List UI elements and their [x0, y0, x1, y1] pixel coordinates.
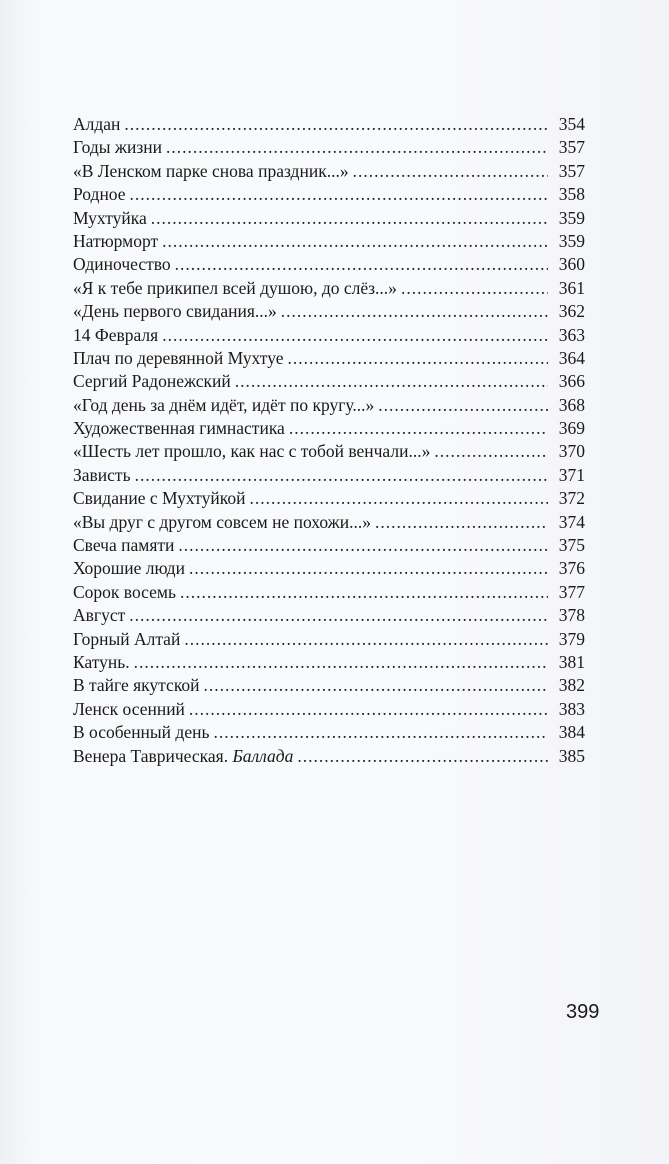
toc-entry-title-text: Свидание с Мухтуйкой — [73, 488, 246, 509]
toc-entry-title-text: Мухтуйка — [73, 207, 147, 228]
toc-entry-title-text: «День первого свидания...» — [73, 301, 277, 322]
toc-entry-title — [73, 487, 245, 510]
toc-entry-title — [73, 534, 174, 557]
toc-leader-dots — [129, 604, 548, 627]
toc-entry-page: 357 — [558, 160, 585, 181]
toc-entry-title-text: В тайге якутской — [73, 675, 200, 696]
toc-entry-title-text: «Вы друг с другом совсем не похожи...» — [73, 511, 371, 532]
toc-entry-page: 371 — [558, 464, 585, 485]
toc-entry-title — [73, 674, 200, 697]
toc-entry-title-text: Художественная гимнастика — [73, 418, 285, 439]
toc-leader-dots — [184, 628, 548, 651]
toc-entry-page: 360 — [558, 254, 585, 275]
toc-entry — [73, 511, 585, 534]
toc-entry — [73, 230, 585, 253]
toc-entry — [73, 113, 585, 136]
toc-entry-title-text: Сергий Радонежский — [73, 371, 231, 392]
toc-leader-dots — [178, 534, 548, 557]
toc-entry-page: 362 — [558, 301, 585, 322]
toc-entry-page: 382 — [558, 675, 585, 696]
toc-entry — [73, 394, 585, 417]
toc-entry — [73, 674, 585, 697]
toc-leader-dots — [288, 347, 549, 370]
toc-entry-title — [73, 394, 374, 417]
toc-entry-page: 361 — [558, 277, 585, 298]
toc-entry-page: 358 — [558, 184, 585, 205]
toc-entry-title — [73, 721, 209, 744]
toc-leader-dots — [162, 230, 548, 253]
toc-entry — [73, 370, 585, 393]
toc-entry — [73, 253, 585, 276]
toc-leader-dots — [401, 277, 548, 300]
toc-entry-title — [73, 511, 371, 534]
toc-entry-title — [73, 277, 397, 300]
toc-leader-dots — [162, 324, 548, 347]
toc-entry-title-italic: Баллада — [232, 745, 294, 766]
toc-leader-dots — [213, 721, 548, 744]
toc-entry-title — [73, 113, 120, 136]
toc-entry-title — [73, 698, 185, 721]
toc-entry-page: 375 — [558, 535, 585, 556]
toc-leader-dots — [353, 160, 548, 183]
toc-entry-title — [73, 604, 125, 627]
toc-entry — [73, 183, 585, 206]
page-number: 399 — [566, 1001, 600, 1023]
toc-entry-title — [73, 253, 171, 276]
toc-leader-dots — [189, 698, 548, 721]
toc-entry — [73, 324, 585, 347]
toc-entry — [73, 651, 585, 674]
toc-entry-page: 359 — [558, 230, 585, 251]
toc-entry-title — [73, 628, 180, 651]
toc-entry-title — [73, 207, 147, 230]
toc-entry — [73, 487, 585, 510]
toc-entry-title — [73, 440, 430, 463]
toc-entry — [73, 347, 585, 370]
toc-entry-page: 368 — [558, 394, 585, 415]
toc-entry-title-text: 14 Февраля — [73, 324, 159, 345]
toc-entry-title-text: Катунь. — [73, 651, 130, 672]
toc-entry-title — [73, 370, 231, 393]
toc-leader-dots — [180, 581, 548, 604]
toc-entry-page: 357 — [558, 137, 585, 158]
toc-entry — [73, 557, 585, 580]
toc-leader-dots — [281, 300, 548, 323]
toc-leader-dots — [175, 253, 548, 276]
toc-entry-page: 381 — [558, 651, 585, 672]
toc-leader-dots — [249, 487, 548, 510]
toc-entry — [73, 581, 585, 604]
toc-entry-title-text: Алдан — [73, 114, 121, 134]
toc-entry — [73, 464, 585, 487]
toc-leader-dots — [297, 745, 548, 768]
toc-entry — [73, 207, 585, 230]
toc-entry — [73, 277, 585, 300]
toc-entry-title-text: В особенный день — [73, 722, 210, 743]
toc-leader-dots — [204, 674, 548, 697]
toc-leader-dots — [135, 464, 548, 487]
toc-entry-page: 363 — [558, 324, 585, 345]
toc-entry — [73, 534, 585, 557]
toc-entry-title — [73, 183, 126, 206]
toc-entry-page: 383 — [558, 698, 585, 719]
toc-leader-dots — [235, 370, 548, 393]
toc-entry-title-text: Август — [73, 605, 126, 626]
toc-entry-title-text: Ленск осенний — [73, 698, 185, 719]
toc-entry — [73, 721, 585, 744]
toc-entry-title — [73, 300, 277, 323]
toc-entry-title — [73, 581, 176, 604]
toc-entry-title-text: «В Ленском парке снова праздник...» — [73, 160, 349, 181]
toc-entry — [73, 745, 585, 768]
toc-entry — [73, 300, 585, 323]
toc-entry-title — [73, 417, 285, 440]
toc-entry-title — [73, 347, 284, 370]
toc-leader-dots — [166, 136, 548, 159]
toc-entry-title-text: Родное — [73, 184, 126, 205]
toc-entry-page: 354 — [558, 114, 585, 134]
toc-entry-page: 366 — [558, 371, 585, 392]
toc-entry-title-text: Горный Алтай — [73, 628, 181, 649]
toc-entry-title — [73, 230, 158, 253]
toc-entry-page: 376 — [558, 558, 585, 579]
toc-entry-page: 359 — [558, 207, 585, 228]
toc-entry-title — [73, 160, 349, 183]
toc-leader-dots — [189, 557, 548, 580]
toc-entry-title-text: «Я к тебе прикипел всей душою, до слёз...» — [73, 277, 397, 298]
toc-entry-page: 372 — [558, 488, 585, 509]
toc-entry — [73, 698, 585, 721]
toc-leader-dots — [289, 417, 548, 440]
toc-entry-title — [73, 324, 158, 347]
toc-entry — [73, 136, 585, 159]
toc-entry-title-text: Хорошие люди — [73, 558, 185, 579]
toc-leader-dots — [151, 207, 548, 230]
toc-entry-title-text: Плач по деревянной Мухтуе — [73, 347, 284, 368]
toc-leader-dots — [378, 394, 548, 417]
toc-leader-dots — [124, 113, 548, 136]
toc-entry-title-text: Венера Таврическая. — [73, 745, 229, 766]
toc-entry-title — [73, 136, 162, 159]
toc-entry — [73, 417, 585, 440]
toc-entry-page: 364 — [558, 347, 585, 368]
toc-entry-page: 369 — [558, 418, 585, 439]
table-of-contents — [73, 113, 585, 768]
toc-leader-dots — [134, 651, 548, 674]
toc-entry-page: 370 — [558, 441, 585, 462]
toc-entry-title-text: «Шесть лет прошло, как нас с тобой венчали...» — [73, 441, 431, 462]
toc-entry-title-text: Натюрморт — [73, 230, 159, 251]
toc-entry-title-text: Зависть — [73, 464, 131, 485]
toc-entry-title-text: Сорок восемь — [73, 581, 176, 602]
toc-entry-title-text: «Год день за днём идёт, идёт по кругу...» — [73, 394, 375, 415]
toc-leader-dots — [434, 440, 548, 463]
toc-entry — [73, 160, 585, 183]
toc-entry — [73, 440, 585, 463]
toc-entry-title-text: Одиночество — [73, 254, 171, 275]
toc-entry-title — [73, 464, 131, 487]
toc-entry — [73, 628, 585, 651]
toc-entry — [73, 604, 585, 627]
toc-entry-page: 379 — [558, 628, 585, 649]
toc-entry-title — [73, 651, 130, 674]
toc-entry-title-text: Свеча памяти — [73, 535, 175, 556]
toc-entry-title — [73, 745, 293, 768]
toc-entry-page: 377 — [558, 581, 585, 602]
toc-leader-dots — [130, 183, 548, 206]
toc-leader-dots — [375, 511, 548, 534]
toc-entry-title-text: Годы жизни — [73, 137, 162, 158]
toc-entry-page: 385 — [558, 745, 585, 766]
toc-entry-page: 378 — [558, 605, 585, 626]
toc-entry-page: 384 — [558, 722, 585, 743]
toc-entry-page: 374 — [558, 511, 585, 532]
toc-entry-title — [73, 557, 185, 580]
